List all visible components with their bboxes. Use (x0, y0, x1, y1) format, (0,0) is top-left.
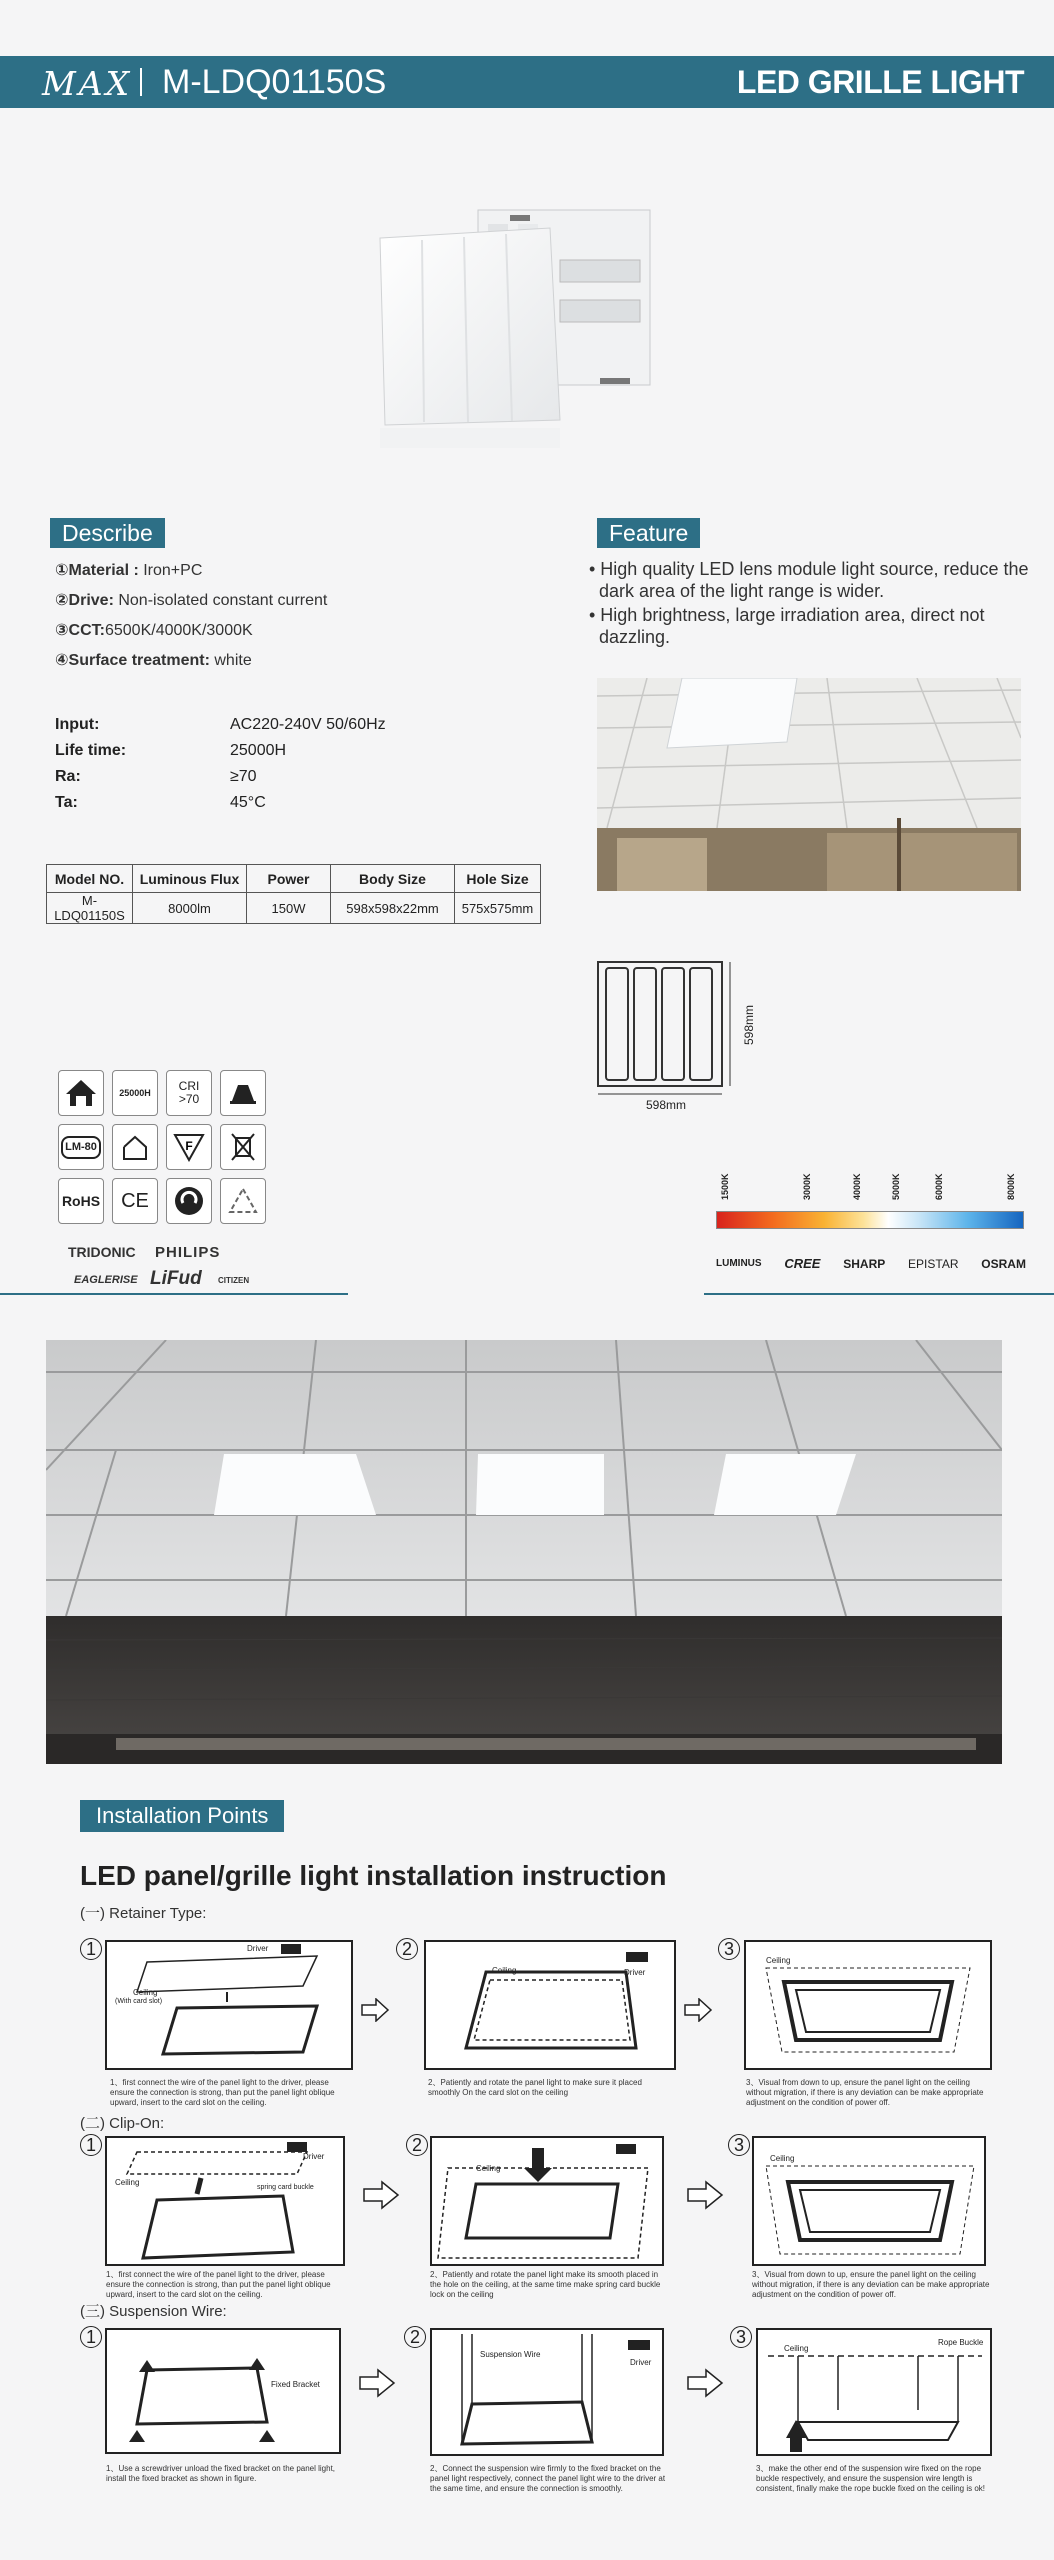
recyclable-icon (220, 1178, 266, 1224)
table-row (47, 893, 541, 924)
step-number: 1 (80, 2134, 102, 2156)
model-table (46, 864, 541, 924)
step-diagram: Driver Ceiling spring card buckle (105, 2136, 345, 2266)
feature-item: • High brightness, large irradiation area, direct not dazzling. (589, 605, 985, 647)
step-caption: 3、Visual from down to up, ensure the panel light on the ceiling without migration, if there is any deviation can be make appropriate adjustment on the condition of power off. (746, 2078, 984, 2107)
recycle-icon (166, 1178, 212, 1224)
cct-line: ③CCT:6500K/4000K/3000K (55, 622, 253, 639)
cct-tick: 4000K (852, 1173, 862, 1200)
arrow-right-icon (686, 2368, 724, 2398)
brand-citizen: CITIZEN (218, 1276, 250, 1285)
ceiling-photo (597, 678, 1021, 891)
step-diagram: Suspension Wire Driver (430, 2328, 664, 2456)
step-number: 2 (396, 1938, 418, 1960)
brand-eaglerise: EAGLERISE (74, 1274, 138, 1286)
feature-list (585, 558, 1030, 648)
cert-icon-grid (58, 1070, 266, 1224)
type-heading: (三) Suspension Wire: (80, 2303, 227, 2320)
step-diagram: Ceiling (744, 1940, 992, 2070)
cct-ticks (716, 1170, 1024, 1206)
type-heading: (二) Clip-On: (80, 2115, 165, 2132)
table-cell: 598x598x22mm (331, 893, 455, 924)
arrow-right-icon (360, 1998, 390, 2022)
brand-luminus: LUMINUS (716, 1258, 762, 1269)
arrow-right-icon (683, 1998, 713, 2022)
product-category: LED GRILLE LIGHT (736, 64, 1024, 100)
ce-icon: CE (112, 1178, 158, 1224)
brand-logo: MAX (42, 64, 133, 103)
type-heading: (一) Retainer Type: (80, 1905, 207, 1922)
step-diagram: Ceiling Rope Buckle (756, 2328, 992, 2456)
arrow-right-icon (686, 2180, 724, 2210)
lamp-icon (220, 1070, 266, 1116)
lm80-icon: LM-80 (58, 1124, 104, 1170)
cct-tick: 5000K (891, 1173, 901, 1200)
table-header: Body Size (331, 865, 455, 893)
model-title: M-LDQ01150S (162, 63, 387, 101)
indoor-use-icon (58, 1070, 104, 1116)
cct-gradient-bar (716, 1211, 1024, 1229)
arrow-right-icon (358, 2368, 396, 2398)
step-number: 1 (80, 2326, 102, 2348)
step-caption: 1、first connect the wire of the panel light to the driver, please ensure the connection is strong, than put the panel light oblique upward, insert to the card slot on the ceiling. (110, 2078, 335, 2107)
step-caption: 2、Patiently and rotate the panel light make its smooth placed in the hole on the ceiling, at the same time make spring card buckle lock on the ceiling (430, 2270, 661, 2299)
electrical-specs (55, 716, 415, 820)
surface-line: ④Surface treatment: white (55, 652, 252, 669)
step-diagram: Ceiling (752, 2136, 986, 2266)
cct-tick: 6000K (934, 1173, 944, 1200)
step-caption: 2、Patiently and rotate the panel light to make sure it placed smoothly On the card slot on the ceiling (428, 2078, 642, 2097)
height-label: 598mm (742, 1004, 756, 1045)
lifetime-row: Life time: 25000H (55, 742, 287, 759)
table-cell: 575x575mm (455, 893, 541, 924)
step-number: 3 (728, 2134, 750, 2156)
brand-cree: CREE (784, 1256, 821, 1271)
step-diagram: Ceiling (430, 2136, 664, 2266)
step-number: 3 (718, 1938, 740, 1960)
dimension-diagram (594, 958, 764, 1113)
step-number: 1 (80, 1938, 102, 1960)
input-row: Input: AC220-240V 50/60Hz (55, 716, 386, 733)
ta-row: Ta: 45°C (55, 794, 266, 811)
step-caption: 1、Use a screwdriver unload the fixed bracket on the panel light, install the fixed bracket as shown in figure. (106, 2464, 336, 2483)
step-diagram: Fixed Bracket (105, 2328, 341, 2454)
installation-title: LED panel/grille light installation instruction (80, 1860, 667, 1891)
step-caption: 3、make the other end of the suspension wire fixed on the rope buckle respectively, and ensure the suspension wire length is consistent, finally make the rope buckle fixed on the ceiling is ok! (756, 2464, 986, 2493)
table-cell: 150W (247, 893, 331, 924)
ceiling-application-photo (46, 1340, 1002, 1764)
f-mark-icon (166, 1124, 212, 1170)
table-header: Power (247, 865, 331, 893)
brand-osram: OSRAM (981, 1256, 1026, 1271)
step-caption: 2、Connect the suspension wire firmly to the fixed bracket on the panel light respectively, connect the panel light wire to the driver at the same time, and ensure the connection is smoothly. (430, 2464, 666, 2493)
step-number: 2 (406, 2134, 428, 2156)
weee-icon (220, 1124, 266, 1170)
header-divider (140, 68, 142, 96)
step-diagram: Driver Ceiling (With card slot) (105, 1940, 353, 2070)
step-caption: 1、first connect the wire of the panel light to the driver, please ensure the connection is strong, than put the panel light oblique upward, insert to the card slot on the ceiling. (106, 2270, 331, 2299)
left-divider (0, 1293, 348, 1295)
describe-list (55, 560, 327, 680)
arrow-right-icon (362, 2180, 400, 2210)
led-brands (716, 1256, 1026, 1271)
cct-tick: 1500K (720, 1173, 730, 1200)
brand-sharp: SHARP (843, 1256, 886, 1271)
brand-tridonic: TRIDONIC (68, 1244, 136, 1260)
indoor-only-icon (112, 1124, 158, 1170)
right-divider (704, 1293, 1054, 1295)
ra-row: Ra: ≥70 (55, 768, 257, 785)
svg-text:F: F (185, 1139, 193, 1153)
rohs-icon: RoHS (58, 1178, 104, 1224)
table-cell: 8000lm (133, 893, 247, 924)
material-line: ①Material : Iron+PC (55, 562, 203, 579)
brand-epistar: EPISTAR (908, 1256, 959, 1271)
installation-heading: Installation Points (80, 1800, 284, 1832)
product-photo (360, 200, 700, 450)
table-header: Luminous Flux (133, 865, 247, 893)
step-diagram: Ceiling Driver (424, 1940, 676, 2070)
cct-tick: 3000K (802, 1173, 812, 1200)
brand-philips: PHILIPS (155, 1244, 221, 1261)
width-label: 598mm (646, 1098, 687, 1112)
step-number: 2 (404, 2326, 426, 2348)
table-header: Hole Size (455, 865, 541, 893)
table-header: Model NO. (47, 865, 133, 893)
step-number: 3 (730, 2326, 752, 2348)
drive-line: ②Drive: Non-isolated constant current (55, 592, 328, 609)
step-caption: 3、Visual from down to up, ensure the panel light on the ceiling without migration, if there is any deviation can be make appropriate adjustment on the condition of power off. (752, 2270, 990, 2299)
feature-heading: Feature (597, 518, 700, 548)
lifespan-icon: 25000H (112, 1070, 158, 1116)
describe-heading: Describe (50, 518, 165, 548)
table-cell: M-LDQ01150S (47, 893, 133, 924)
table-header-row (47, 865, 541, 893)
cct-tick: 8000K (1006, 1173, 1016, 1200)
cri-icon: CRI >70 (166, 1070, 212, 1116)
brand-lifud: LiFud (150, 1268, 202, 1289)
header-bar (0, 56, 1054, 108)
feature-item: • High quality LED lens module light source, reduce the dark area of the light range is wider. (589, 559, 1029, 601)
